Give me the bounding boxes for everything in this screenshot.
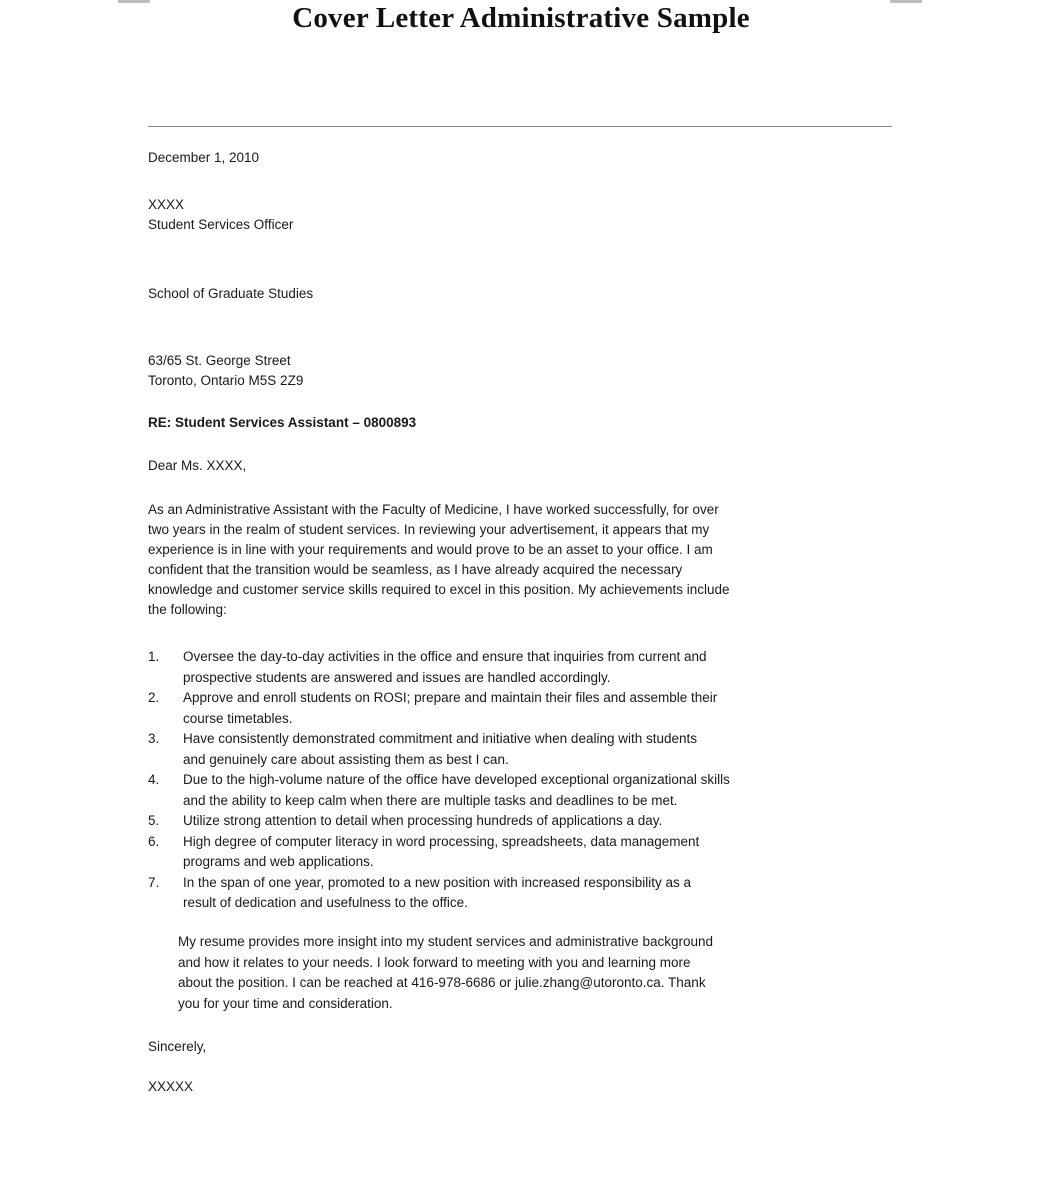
salutation-block [148,456,898,476]
achievements-list [148,647,898,914]
list-item-number: 1. [148,649,160,664]
intro-line: As an Administrative Assistant with the Faculty of Medicine, I have worked successfully, for over [148,502,719,517]
address-line-2: Toronto, Ontario M5S 2Z9 [148,373,304,388]
subject-block [148,413,898,433]
list-item [148,832,898,873]
sign-off: Sincerely, [148,1039,207,1054]
recipient-block [148,195,898,235]
list-item-text: In the span of one year, promoted to a new position with increased responsibility as a [183,874,692,890]
recipient-department: School of Graduate Studies [148,286,314,301]
intro-line: knowledge and customer service skills required to excel in this position. My achievements include [148,582,730,597]
list-item-text: programs and web applications. [183,854,374,869]
list-item [148,811,898,832]
list-item-text: Have consistently demonstrated commitment and initiative when dealing with students [183,731,698,746]
recipient-name: XXXX [148,197,185,212]
letter-date [148,148,898,168]
recipient-department-block [148,284,898,304]
list-item [148,647,898,688]
recipient-position: Student Services Officer [148,217,294,232]
intro-line: experience is in line with your requirements and would prove to be an asset to your office. I am [148,542,713,557]
list-item-text: High degree of computer literacy in word processing, spreadsheets, data management [183,833,700,849]
list-item-number: 4. [148,772,160,787]
list-item-number: 3. [148,731,160,746]
header-divider [148,126,892,127]
list-item-number: 6. [148,833,160,849]
intro-line: confident that the transition would be seamless, as I have already acquired the necessary [148,562,683,577]
closing-line: you for your time and consideration. [178,995,393,1011]
date-text: December 1, 2010 [148,150,260,165]
intro-line: two years in the realm of student services. In reviewing your advertisement, it appears that my [148,522,710,537]
list-item [148,873,898,914]
list-item-text: Utilize strong attention to detail when processing hundreds of applications a day. [183,813,663,828]
list-item-text: prospective students are answered and issues are handled accordingly. [183,669,611,685]
list-item-text: and the ability to keep calm when there are multiple tasks and deadlines to be met. [183,792,678,808]
list-item-number: 2. [148,690,160,705]
closing-paragraph [178,932,878,1014]
recipient-address-block [148,351,898,391]
intro-line: the following: [148,602,227,617]
closing-line: My resume provides more insight into my student services and administrative background [178,934,713,949]
document-title: Cover Letter Administrative Sample [292,2,750,34]
sign-off-block [148,1037,898,1057]
intro-paragraph [148,500,896,620]
list-item-text: and genuinely care about assisting them as best I can. [183,751,509,767]
list-item-number: 7. [148,874,160,890]
address-line-1: 63/65 St. George Street [148,353,291,368]
subject-line: RE: Student Services Assistant – 0800893 [148,415,417,430]
list-item [148,688,898,729]
closing-line: and how it relates to your needs. I look forward to meeting with you and learning more [178,954,691,970]
signature-block [148,1077,898,1097]
closing-line: about the position. I can be reached at 416-978-6686 or julie.zhang@utoronto.ca. Thank [178,975,706,990]
signature: XXXXX [148,1079,194,1094]
list-item [148,729,898,770]
list-item-text: course timetables. [183,710,293,726]
list-item-text: Due to the high-volume nature of the office have developed exceptional organizational skills [183,772,730,787]
list-item-text: result of dedication and usefulness to the office. [183,895,468,910]
salutation: Dear Ms. XXXX, [148,458,247,473]
list-item [148,770,898,811]
list-item-number: 5. [148,813,160,828]
list-item-text: Approve and enroll students on ROSI; prepare and maintain their files and assemble their [183,690,718,705]
list-item-text: Oversee the day-to-day activities in the office and ensure that inquiries from current and [183,649,707,664]
